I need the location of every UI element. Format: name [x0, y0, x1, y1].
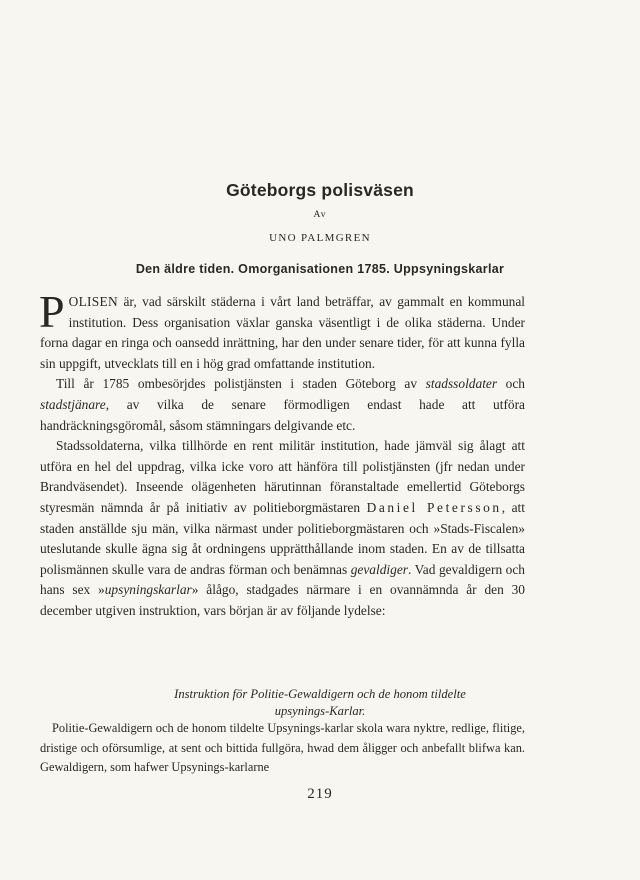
instruction-title-line-2: upsynings-Karlar. — [274, 704, 366, 718]
paragraph-2 — [40, 374, 525, 436]
opening-word: OLISEN — [68, 294, 118, 309]
paragraph-3 — [40, 436, 525, 621]
person-name: Daniel Petersson — [366, 499, 502, 515]
paragraph-2-text-c: , av vilka de senare förmodligen endast hade att utföra handräckningsgöromål, såsom stämningars delgivande etc. — [40, 396, 525, 433]
term-stadssoldater: stadssoldater — [425, 376, 498, 392]
section-heading: Den äldre tiden. Omorganisationen 1785. Uppsyningskarlar — [135, 262, 505, 276]
paragraph-1 — [39, 286, 525, 374]
byline-prefix: Av — [313, 210, 327, 220]
drop-cap: P — [39, 286, 65, 337]
paragraph-3-text-a: Stadssoldaterna, vilka tillhörde en rent militär institution, hade jämväl sig ålagt att utföra en hel del uppdrag, vilka icke voro att hänföra till polistjänsten (jfr nedan under Brandväsendet). Inseende olägenheten härutinnan föranstaltade emellertid Göteborgs styresmän nämnda år på initiativ av politieborgmästaren — [40, 438, 525, 515]
paragraph-3-text-b: , att staden anställde sju män, vilka närmast under politieborgmästaren och »Stads-Fiscalen» uteslutande skulle ägna sig åt ordningens upprätthållande inom staden. En av de tillsatta polismännen skulle vara de andras förman och benämnas — [40, 499, 525, 577]
paragraph-2-text-a: Till år 1785 ombesörjdes polistjänsten i staden Göteborg av — [56, 376, 426, 392]
article-title: Göteborgs polisväsen — [226, 180, 414, 200]
instruction-title — [40, 686, 600, 720]
paragraph-2-text-b: och — [497, 376, 526, 392]
paragraph-1-text: är, vad särskilt städerna i vårt land beträffar, av gammalt en kommunal institution. Dess organisation växlar ganska väsentligt i de olika städerna. Under forna dagar en ringa och oansedd inrättning, har den under senare tider, för att kunna fylla sin uppgift, utvecklats till en i hög grad omfattande institution. — [40, 294, 525, 371]
instruction-title-line-1: Instruktion för Politie-Gewaldigern och de honom tildelte — [174, 687, 466, 701]
paragraph-3-text-d: » ålågo, stadgades närmare i en ovannämnda år den 30 december utgiven instruktion, vars början är av följande lydelse: — [40, 582, 525, 618]
page-number: 219 — [307, 786, 333, 802]
term-stadstjanare: stadstjänare — [40, 396, 106, 412]
term-upsyningskarlar: upsyningskarlar — [104, 582, 192, 598]
author-name: UNO PALMGREN — [269, 232, 371, 244]
term-gevaldiger: gevaldiger — [350, 561, 408, 577]
paragraph-3-text-c: . Vad gevaldigern och hans sex » — [40, 561, 526, 598]
instruction-text: Politie-Gewaldigern och de honom tildelte Upsynings-karlar skola wara nyktre, redlige, flitige, dristige och oförsumlige, at sent och bittida fullgöra, hwad dem åligger och anbefallt blifwa kan. Gewaldigern, som hafwer Upsynings-karlarne — [40, 721, 525, 774]
article-body — [39, 286, 526, 622]
